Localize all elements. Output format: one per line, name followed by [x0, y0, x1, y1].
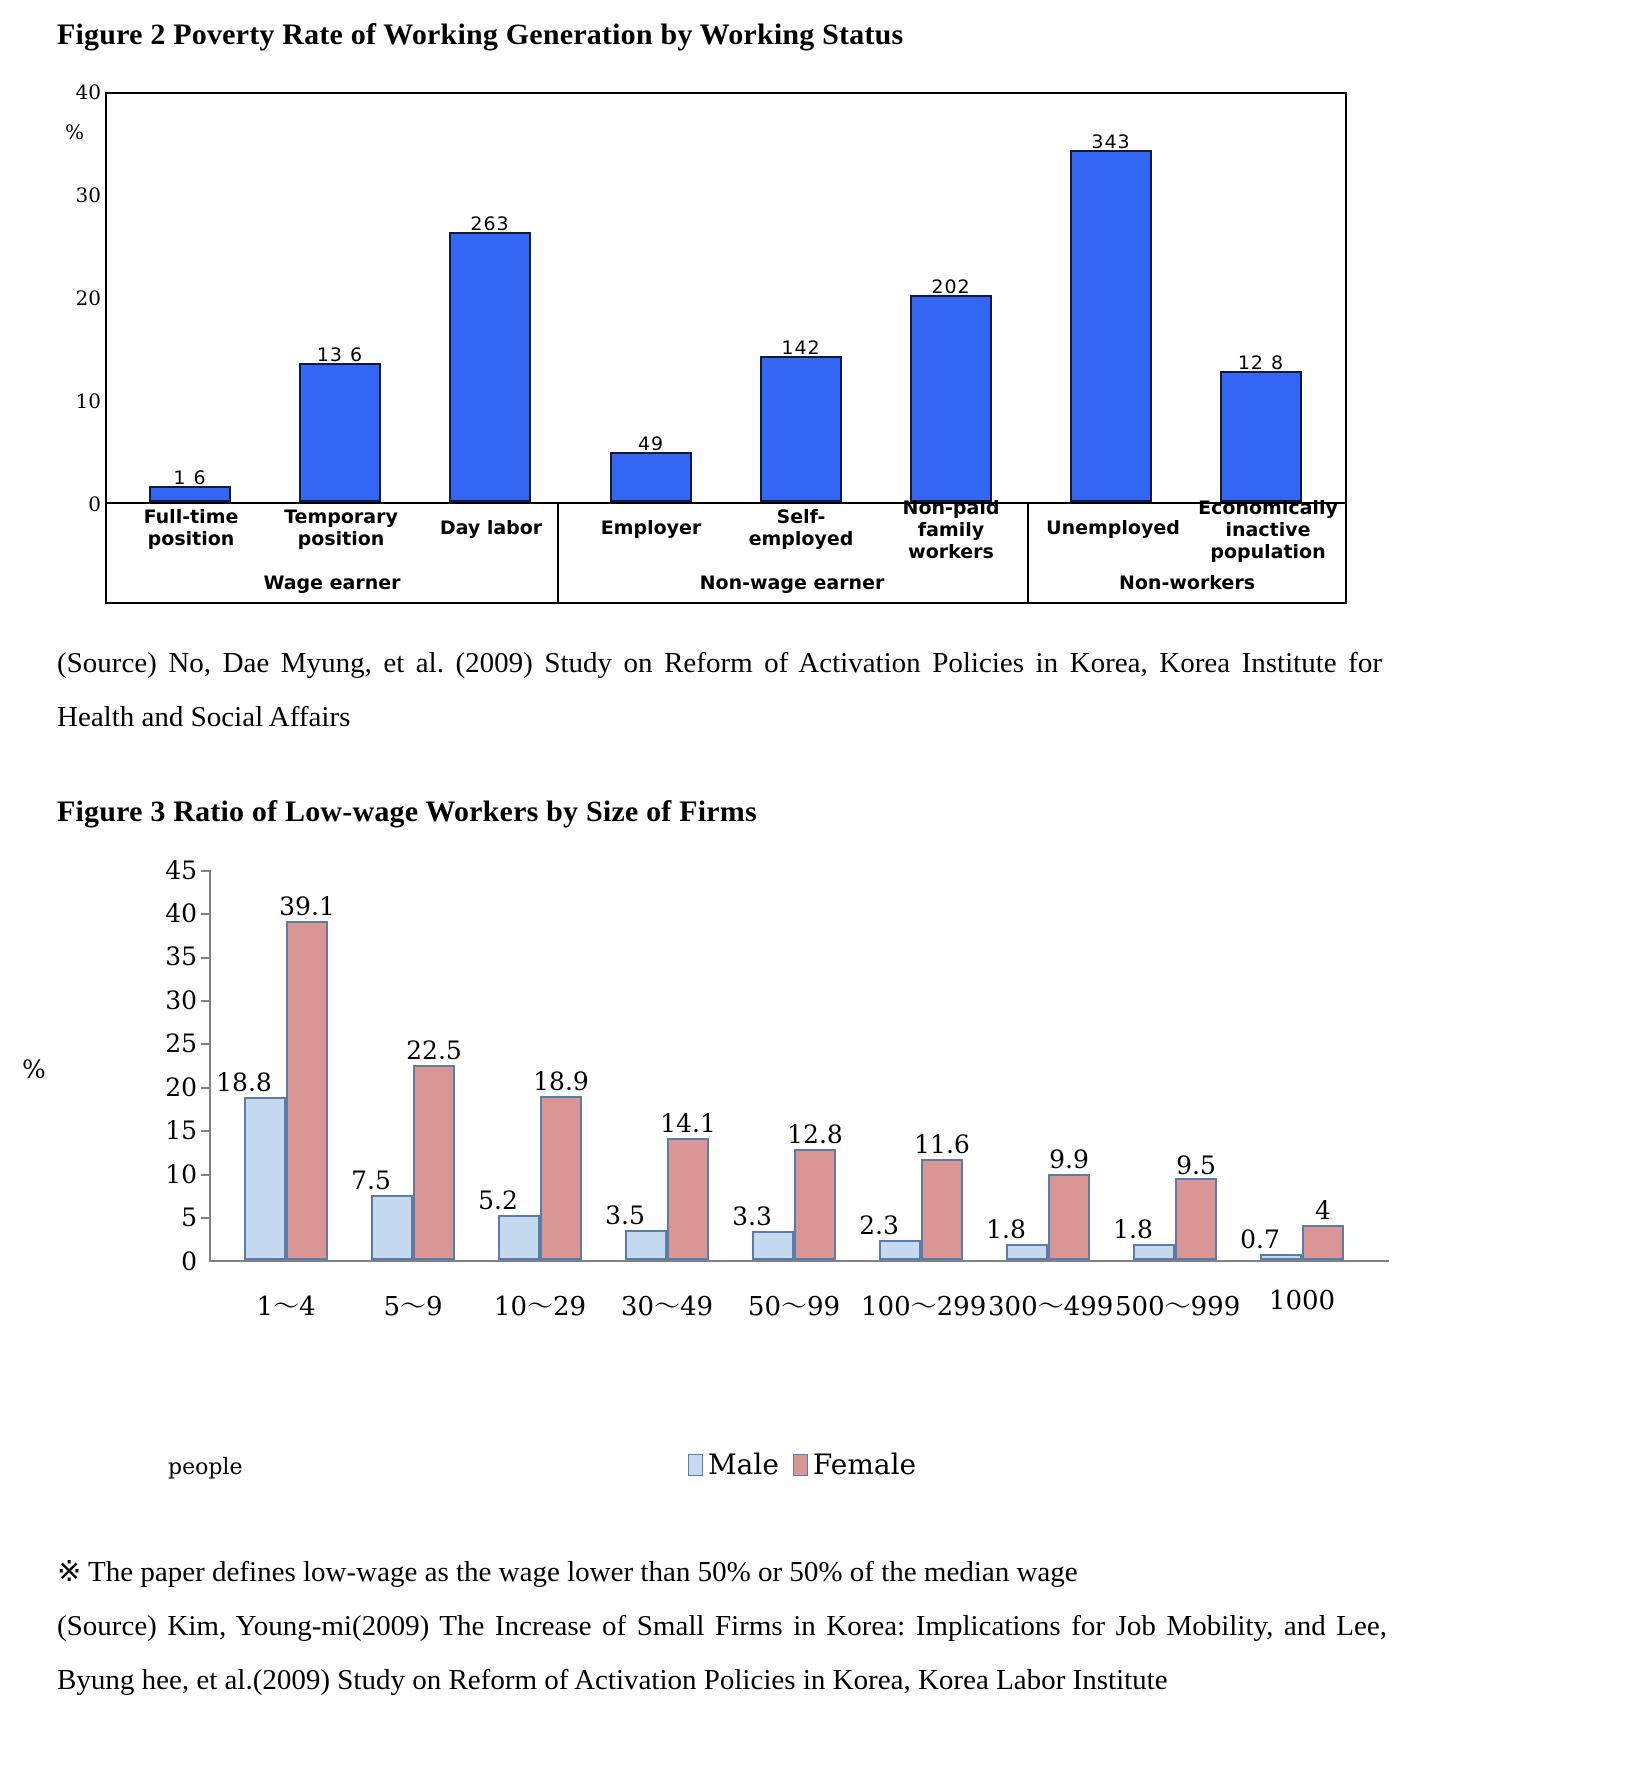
line: Full-time: [143, 506, 239, 528]
line: family: [917, 519, 985, 541]
figure2-bar-inactive: [1220, 371, 1302, 502]
figure3-value-male-30-49: 3.5: [605, 1201, 645, 1230]
figure3-bar-female-1000: [1302, 1225, 1344, 1260]
figure3-category-1000: 1000: [1268, 1286, 1336, 1316]
line: Non-paid: [902, 497, 1000, 519]
figure2-group-label-non-wage-earner: Non-wage earner: [699, 572, 885, 594]
figure3-ytick-15: 15: [165, 1116, 197, 1145]
figure3-category-1-4: 1～4: [256, 1292, 316, 1322]
figure3-bar-male-30-49: [625, 1230, 667, 1260]
figure3-category-10-29: 10～29: [493, 1292, 587, 1322]
figure3-tickmark-40: [201, 913, 209, 915]
figure2-value-inactive: 12 8: [1237, 352, 1285, 374]
figure3-chart: [57, 856, 1357, 1340]
figure3-x-axis-line: [209, 1260, 1389, 1262]
figure2-ytick-40: 40: [75, 80, 101, 104]
figure3-value-male-10-29: 5.2: [478, 1186, 518, 1215]
figure2-category-label-unemployed: [1045, 517, 1181, 539]
figure3-value-female-30-49: 14.1: [660, 1109, 716, 1138]
figure2-group-band: [105, 566, 1347, 604]
figure2-group-label-wage-earner: Wage earner: [263, 572, 401, 594]
figure2-category-label-non-paid: [889, 497, 1013, 563]
figure3-category-500-999: 500～999: [1115, 1292, 1241, 1322]
figure2-category-label-temporary: [277, 506, 405, 550]
figure2-group-label-non-workers: Non-workers: [1118, 572, 1256, 594]
figure3-value-female-100-299: 11.6: [914, 1130, 970, 1159]
figure2-chart: [57, 80, 1347, 604]
figure3-value-male-100-299: 2.3: [859, 1211, 899, 1240]
figure3-bar-female-300-499: [1048, 1174, 1090, 1260]
figure2-category-label-day-labor: [427, 517, 555, 539]
figure3-category-300-499: 300～499: [988, 1292, 1114, 1322]
figure3-bar-female-50-99: [794, 1149, 836, 1260]
figure3-ytick-45: 45: [165, 856, 197, 885]
figure2-bar-temporary: [299, 363, 381, 502]
figure3-tickmark-45: [201, 870, 209, 872]
figure3-ytick-40: 40: [165, 899, 197, 928]
figure3-category-50-99: 50～99: [747, 1292, 841, 1322]
figure3-value-female-10-29: 18.9: [533, 1067, 589, 1096]
figure3-value-male-300-499: 1.8: [986, 1215, 1026, 1244]
figure3-ytick-20: 20: [165, 1073, 197, 1102]
figure3-value-female-1000: 4: [1315, 1196, 1331, 1225]
figure3-legend: [688, 1448, 916, 1481]
line: Day labor: [439, 517, 543, 539]
figure2-bar-self-employed: [760, 356, 842, 502]
figure2-source: (Source) No, Dae Myung, et al. (2009) Study on Reform of Activation Policies in Korea, Korea Institute for Health and Social Affairs: [57, 647, 1382, 733]
figure3-bar-female-500-999: [1175, 1178, 1217, 1260]
figure3-category-100-299: 100～299: [861, 1292, 987, 1322]
line: workers: [908, 541, 994, 563]
figure2-ytick-20: 20: [75, 286, 101, 310]
figure3-value-male-1-4: 18.8: [216, 1068, 272, 1097]
figure2-group-divider-1: [557, 504, 559, 566]
figure3-value-female-300-499: 9.9: [1049, 1145, 1089, 1174]
figure2-value-day-labor: 263: [470, 213, 510, 235]
legend-swatch-male-icon: [688, 1454, 703, 1476]
figure2-plot-area: [105, 92, 1347, 504]
figure3-title: Figure 3 Ratio of Low-wage Workers by Size of Firms: [57, 795, 757, 828]
figure3-legend-label-male: Male: [708, 1448, 779, 1481]
line: position: [147, 528, 235, 550]
figure3-bar-female-30-49: [667, 1138, 709, 1260]
line: population: [1210, 541, 1326, 563]
figure2-category-label-inactive: [1195, 497, 1341, 563]
figure3-ytick-5: 5: [181, 1203, 197, 1232]
line: Temporary: [284, 506, 398, 528]
figure3-footer: [57, 1545, 1387, 1707]
figure2-ytick-30: 30: [75, 183, 101, 207]
figure2-ytick-10: 10: [75, 389, 101, 413]
figure3-bar-male-300-499: [1006, 1244, 1048, 1260]
figure3-people-label: people: [168, 1455, 243, 1480]
figure3-ytick-30: 30: [165, 986, 197, 1015]
figure3-legend-item-male: [688, 1448, 779, 1481]
figure2-bar-unemployed: [1070, 150, 1152, 502]
figure2-category-label-self-employed: [739, 506, 863, 550]
figure3-y-axis-unit: %: [22, 1055, 46, 1084]
figure3-bar-male-500-999: [1133, 1244, 1175, 1260]
figure3-ytick-0: 0: [181, 1247, 197, 1276]
figure2-value-employer: 49: [637, 433, 665, 455]
figure2-category-label-full-time: [129, 506, 253, 550]
figure2-category-label-employer: [589, 517, 713, 539]
figure3-value-male-1000: 0.7: [1240, 1225, 1280, 1254]
figure3-bar-male-10-29: [498, 1215, 540, 1260]
legend-swatch-female-icon: [793, 1454, 808, 1476]
figure3-bar-male-5-9: [371, 1195, 413, 1260]
figure2-bar-non-paid-family: [910, 295, 992, 502]
figure3-tickmark-35: [201, 957, 209, 959]
figure3-tickmark-10: [201, 1174, 209, 1176]
line: Employer: [600, 517, 702, 539]
figure3-tickmark-5: [201, 1217, 209, 1219]
figure3-bar-female-1-4: [286, 921, 328, 1260]
figure3-value-female-5-9: 22.5: [406, 1036, 462, 1065]
figure3-bar-male-50-99: [752, 1231, 794, 1260]
line: Self-: [776, 506, 826, 528]
figure3-value-female-50-99: 12.8: [787, 1120, 843, 1149]
figure3-bar-male-1000: [1260, 1254, 1302, 1260]
figure3-bar-female-10-29: [540, 1096, 582, 1260]
figure3-value-male-5-9: 7.5: [351, 1166, 391, 1195]
figure2-group-divider-2: [1027, 504, 1029, 566]
figure3-tickmark-25: [201, 1043, 209, 1045]
figure3-note: ※ The paper defines low-wage as the wage lower than 50% or 50% of the median wage: [57, 1556, 1078, 1588]
line: Economically: [1198, 497, 1338, 519]
line: employed: [748, 528, 854, 550]
figure3-value-female-1-4: 39.1: [279, 892, 335, 921]
figure3-ytick-35: 35: [165, 942, 197, 971]
figure3-value-female-500-999: 9.5: [1176, 1151, 1216, 1180]
figure2-value-self-employed: 142: [781, 337, 821, 359]
figure3-bar-male-100-299: [879, 1240, 921, 1260]
figure3-legend-label-female: Female: [812, 1448, 917, 1481]
line: Unemployed: [1046, 517, 1180, 539]
figure3-tickmark-15: [201, 1130, 209, 1132]
figure3-ytick-10: 10: [165, 1160, 197, 1189]
figure3-value-male-500-999: 1.8: [1113, 1215, 1153, 1244]
figure2-bar-employer: [610, 452, 692, 502]
figure3-category-30-49: 30～49: [620, 1292, 714, 1322]
figure3-value-male-50-99: 3.3: [732, 1202, 772, 1231]
figure2-value-temporary: 13 6: [316, 344, 364, 366]
figure3-bar-female-5-9: [413, 1065, 455, 1260]
figure3-bar-female-100-299: [921, 1159, 963, 1260]
figure2-category-band: [105, 497, 1347, 566]
figure2-title: Figure 2 Poverty Rate of Working Generation by Working Status: [57, 18, 904, 51]
line: position: [297, 528, 385, 550]
figure2-value-non-paid: 202: [931, 276, 971, 298]
figure2-value-full-time: 1 6: [173, 467, 207, 489]
figure2-ytick-0: 0: [88, 492, 101, 516]
figure3-legend-item-female: [793, 1448, 916, 1481]
figure2-value-unemployed: 343: [1091, 131, 1131, 153]
figure3-ytick-25: 25: [165, 1029, 197, 1058]
figure3-category-5-9: 5～9: [383, 1292, 443, 1322]
figure3-bar-male-1-4: [244, 1097, 286, 1260]
line: inactive: [1225, 519, 1311, 541]
figure3-plot-area: [209, 870, 1366, 1322]
figure3-tickmark-30: [201, 1000, 209, 1002]
figure2-bar-day-labor: [449, 232, 531, 502]
figure3-source: (Source) Kim, Young-mi(2009) The Increase of Small Firms in Korea: Implications for Job Mobility, and Lee, Byung hee, et al.(2009) Study on Reform of Activation Policies in Korea, Korea Labor Institute: [57, 1610, 1387, 1696]
figure2-y-axis-unit: %: [65, 120, 85, 144]
